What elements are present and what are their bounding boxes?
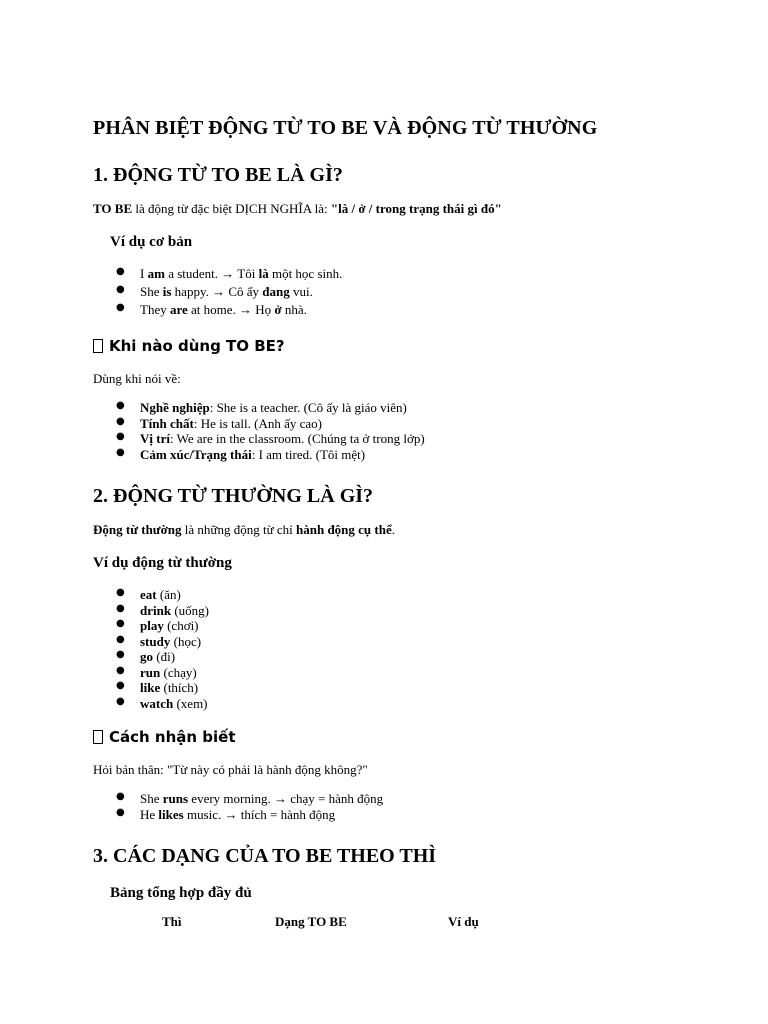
list-item: ● Tính chất: He is tall. (Anh ấy cao) [116,416,425,432]
when-to-use-heading: Khi nào dùng TO BE? [93,337,285,355]
list-item: ● eat (ăn) [116,587,209,603]
table-header-tense: Thì [162,914,182,929]
list-item: ● play (chơi) [116,618,209,634]
regular-verb-examples-heading: Ví dụ động từ thường [93,555,232,571]
when-intro: Dùng khi nói về: [93,371,181,386]
basic-examples-heading: Ví dụ cơ bản [110,234,193,250]
list-item: ● He likes music. → thích = hành động [116,807,383,823]
definition-meaning: "là / ở / trong trạng thái gì đó" [330,201,502,216]
list-item: ● Nghề nghiệp: She is a teacher. (Cô ấy là giáo viên) [116,400,425,416]
basic-examples-list [116,266,342,320]
to-be-definition [93,201,502,216]
list-item: ● like (thích) [116,680,209,696]
section-1-heading: 1. ĐỘNG TỪ TO BE LÀ GÌ? [93,164,343,186]
recognize-intro: Hỏi bản thân: "Từ này có phải là hành động không?" [93,762,368,777]
table-heading: Bảng tổng hợp đầy đủ [110,885,252,901]
verbs-list [116,587,209,711]
definition-text: là động từ đặc biệt DỊCH NGHĨA là: [132,201,331,216]
uses-list [116,400,425,462]
list-item: ● Cảm xúc/Trạng thái: I am tired. (Tôi mệt) [116,447,425,463]
regular-verb-definition: Động từ thường là những động từ chỉ hành động cụ thể. [93,522,395,537]
definition-term: TO BE [93,201,133,216]
list-item: ● They are at home. → Họ ở nhà. [116,302,342,320]
section-3-heading: 3. CÁC DẠNG CỦA TO BE THEO THÌ [93,845,437,867]
list-item: ● She runs every morning. → chạy = hành động [116,791,383,807]
section-2-heading: 2. ĐỘNG TỪ THƯỜNG LÀ GÌ? [93,485,374,507]
table-header-to-be-form: Dạng TO BE [275,914,347,929]
list-item: ● Vị trí: We are in the classroom. (Chúng ta ở trong lớp) [116,431,425,447]
list-item: ● watch (xem) [116,696,209,712]
list-item: ● run (chạy) [116,665,209,681]
missing-glyph-icon [93,730,103,744]
recognize-examples-list [116,791,383,822]
table-header-example: Ví dụ [448,914,479,929]
list-item: ● study (học) [116,634,209,650]
missing-glyph-icon [93,339,103,353]
document-title: PHÂN BIỆT ĐỘNG TỪ TO BE VÀ ĐỘNG TỪ THƯỜNG [93,117,598,139]
list-item: ● go (đi) [116,649,209,665]
list-item: ● I am a student. → Tôi là một học sinh. [116,266,342,284]
list-item: ● She is happy. → Cô ấy đang vui. [116,284,342,302]
how-to-recognize-heading: Cách nhận biết [93,728,236,746]
list-item: ● drink (uống) [116,603,209,619]
